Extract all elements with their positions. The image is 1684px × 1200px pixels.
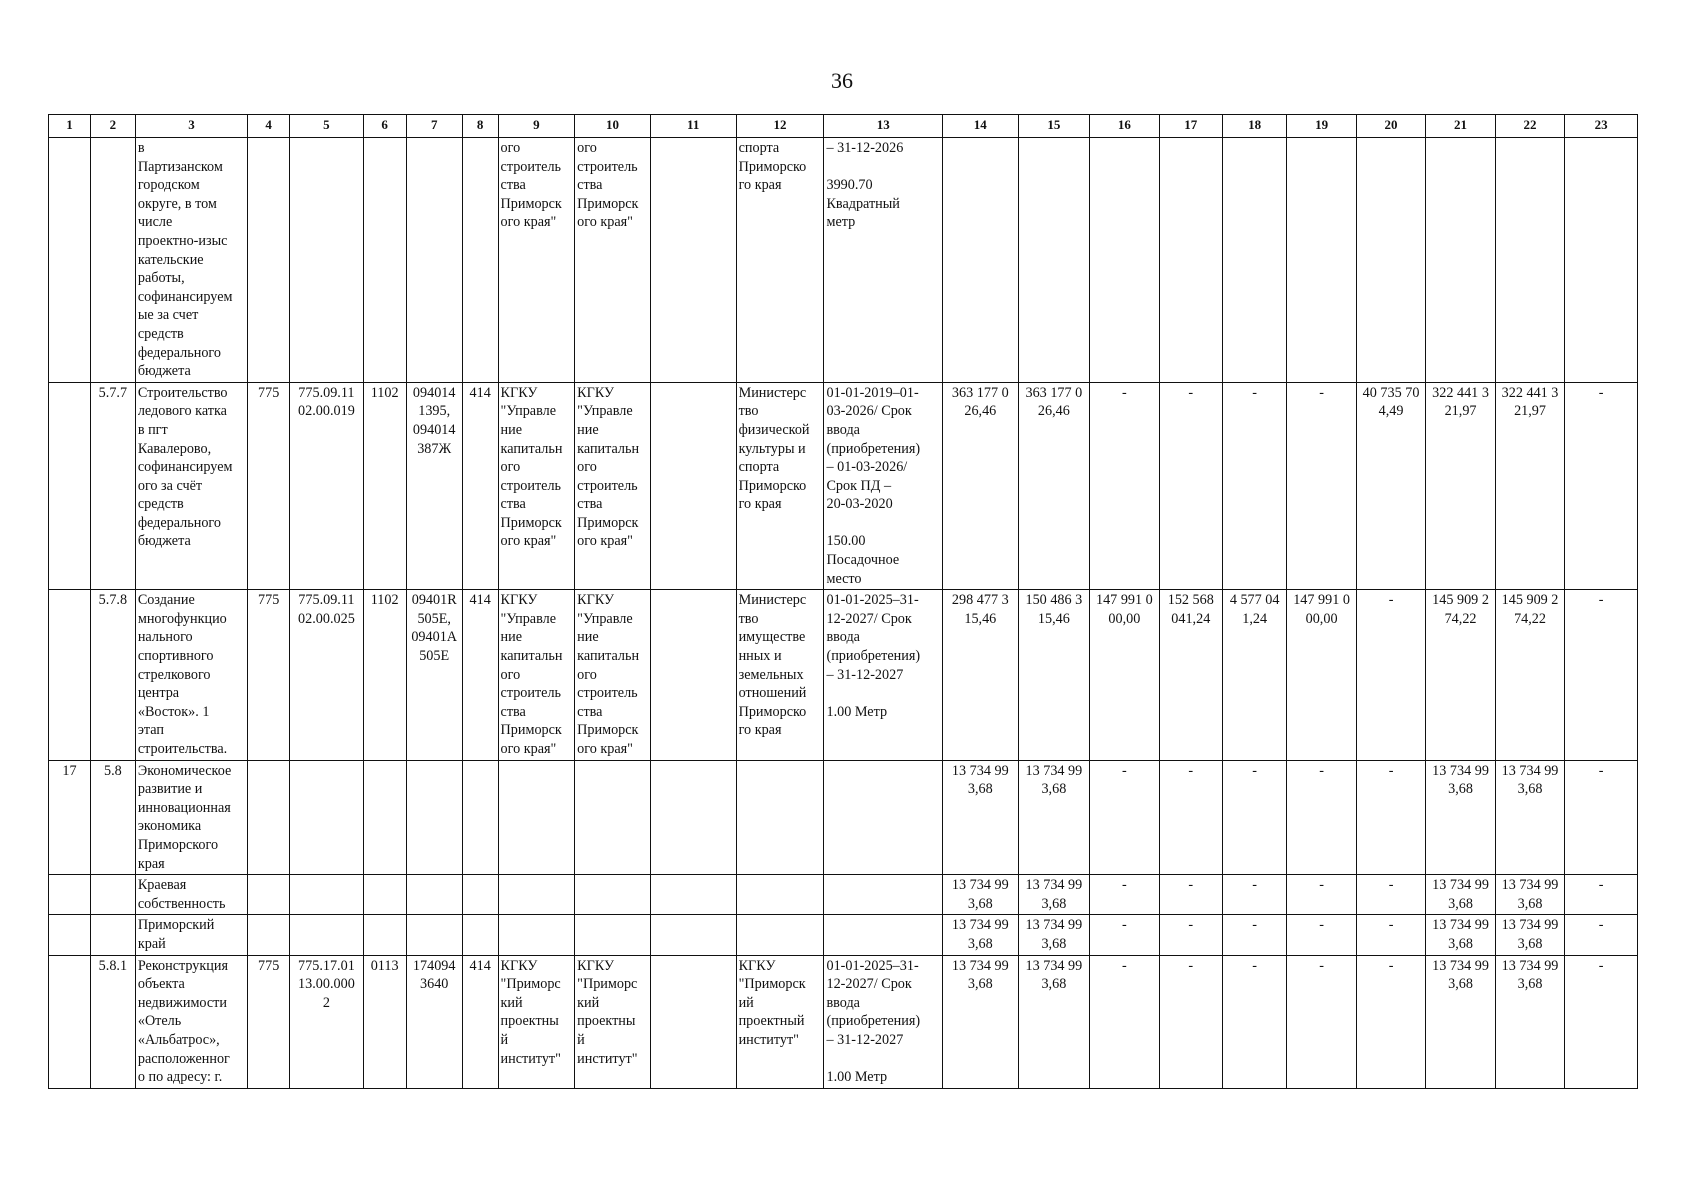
table-cell: 414 [462, 590, 498, 760]
table-cell: 414 [462, 382, 498, 590]
table-cell [290, 760, 364, 875]
table-cell: 13 734 99 3,68 [943, 875, 1019, 915]
table-cell [575, 915, 651, 955]
table-cell [90, 915, 135, 955]
table-cell: - [1356, 915, 1425, 955]
table-cell: - [1090, 955, 1159, 1088]
table-cell: - [1287, 760, 1356, 875]
table-cell: Строительство ледового катка в пгт Кавалерово, софинансируем ого за счёт средств федерального бюджета [135, 382, 247, 590]
table-cell [1356, 138, 1425, 383]
table-cell: - [1159, 915, 1222, 955]
table-cell: ого строитель ства Приморск ого края" [575, 138, 651, 383]
table-cell: - [1222, 955, 1286, 1088]
table-cell [363, 915, 406, 955]
table-cell [498, 760, 575, 875]
table-cell: 09401R 505E, 09401А 505E [406, 590, 462, 760]
table-cell [498, 915, 575, 955]
table-row [49, 138, 1638, 383]
table-cell: 17 [49, 760, 91, 875]
table-cell [736, 915, 824, 955]
table-cell: - [1090, 382, 1159, 590]
table-row [49, 760, 1638, 875]
table-cell: - [1159, 875, 1222, 915]
table-cell [90, 875, 135, 915]
header-cell: 15 [1018, 115, 1090, 138]
table-cell: 13 734 99 3,68 [1018, 955, 1090, 1088]
header-cell: 4 [248, 115, 290, 138]
table-cell [248, 760, 290, 875]
table-cell: Приморский край [135, 915, 247, 955]
table-cell [575, 760, 651, 875]
table-cell [943, 138, 1019, 383]
table-cell: КГКУ "Управле ние капитальн ого строитель ства Приморск ого края" [575, 590, 651, 760]
table-cell: – 31-12-2026 3990.70 Квадратный метр [824, 138, 943, 383]
table-cell: 150 486 3 15,46 [1018, 590, 1090, 760]
table-cell: 298 477 3 15,46 [943, 590, 1019, 760]
table-cell [90, 138, 135, 383]
table-cell: 775.09.11 02.00.025 [290, 590, 364, 760]
header-cell: 20 [1356, 115, 1425, 138]
table-cell: 775 [248, 590, 290, 760]
table-cell: КГКУ "Управле ние капитальн ого строитель ства Приморск ого края" [575, 382, 651, 590]
table-cell [363, 760, 406, 875]
table-cell [575, 875, 651, 915]
table-cell: 775 [248, 382, 290, 590]
table-cell: 13 734 99 3,68 [1495, 915, 1564, 955]
table-cell: 01-01-2025–31- 12-2027/ Срок ввода (приобретения) – 31-12-2027 1.00 Метр [824, 590, 943, 760]
header-cell: 14 [943, 115, 1019, 138]
table-cell [49, 915, 91, 955]
table-cell [824, 760, 943, 875]
table-cell [1426, 138, 1495, 383]
header-cell: 16 [1090, 115, 1159, 138]
table-cell: - [1090, 760, 1159, 875]
header-cell: 12 [736, 115, 824, 138]
table-cell: 363 177 0 26,46 [943, 382, 1019, 590]
table-cell: - [1356, 875, 1425, 915]
table-cell: 322 441 3 21,97 [1495, 382, 1564, 590]
table-cell: - [1287, 875, 1356, 915]
table-cell: 01-01-2025–31- 12-2027/ Срок ввода (приобретения) – 31-12-2027 1.00 Метр [824, 955, 943, 1088]
table-cell: Создание многофункцио нального спортивного стрелкового центра «Восток». 1 этап строительства. [135, 590, 247, 760]
table-cell [498, 875, 575, 915]
table-cell: 5.8.1 [90, 955, 135, 1088]
table-cell [363, 138, 406, 383]
table-cell: спорта Приморско го края [736, 138, 824, 383]
table-cell [49, 382, 91, 590]
table-cell: 5.8 [90, 760, 135, 875]
header-cell: 18 [1222, 115, 1286, 138]
table-cell [462, 875, 498, 915]
table-cell: 40 735 70 4,49 [1356, 382, 1425, 590]
table-cell [824, 875, 943, 915]
table-cell: 5.7.7 [90, 382, 135, 590]
table-cell: 13 734 99 3,68 [1495, 760, 1564, 875]
table-cell: ого строитель ства Приморск ого края" [498, 138, 575, 383]
table-cell: 147 991 0 00,00 [1287, 590, 1356, 760]
table-cell [1018, 138, 1090, 383]
table-cell [363, 875, 406, 915]
header-cell: 7 [406, 115, 462, 138]
table-cell: - [1090, 915, 1159, 955]
table-cell [248, 915, 290, 955]
table-cell [1222, 138, 1286, 383]
header-cell: 9 [498, 115, 575, 138]
table-cell: - [1565, 915, 1638, 955]
header-cell: 21 [1426, 115, 1495, 138]
table-row [49, 382, 1638, 590]
table-cell: - [1222, 915, 1286, 955]
table-row [49, 590, 1638, 760]
table-cell: 094014 1395, 094014 387Ж [406, 382, 462, 590]
header-cell: 8 [462, 115, 498, 138]
table-cell: 13 734 99 3,68 [1018, 875, 1090, 915]
table-cell [290, 915, 364, 955]
table-cell: - [1565, 955, 1638, 1088]
table-cell: 775 [248, 955, 290, 1088]
table-cell: 13 734 99 3,68 [1426, 760, 1495, 875]
header-cell: 13 [824, 115, 943, 138]
table-cell [650, 138, 736, 383]
table-cell [736, 875, 824, 915]
header-cell: 1 [49, 115, 91, 138]
table-cell: - [1159, 955, 1222, 1088]
table-cell: - [1090, 875, 1159, 915]
table-cell: КГКУ "Приморск ий проектный институт" [736, 955, 824, 1088]
table-cell [1159, 138, 1222, 383]
header-cell: 10 [575, 115, 651, 138]
header-cell: 22 [1495, 115, 1564, 138]
table-cell: 775.17.01 13.00.000 2 [290, 955, 364, 1088]
table-cell: КГКУ "Управле ние капитальн ого строитель ства Приморск ого края" [498, 382, 575, 590]
table-cell [650, 955, 736, 1088]
table-cell: - [1356, 590, 1425, 760]
table-cell: 1102 [363, 382, 406, 590]
table-cell: 414 [462, 955, 498, 1088]
table-cell: - [1565, 382, 1638, 590]
table-cell: 13 734 99 3,68 [1018, 760, 1090, 875]
table-cell: 13 734 99 3,68 [1018, 915, 1090, 955]
table-cell: 1102 [363, 590, 406, 760]
table-cell: 13 734 99 3,68 [943, 760, 1019, 875]
table-cell: - [1565, 590, 1638, 760]
table-cell [406, 138, 462, 383]
table-cell [1565, 138, 1638, 383]
table-cell: 13 734 99 3,68 [1426, 875, 1495, 915]
header-cell: 23 [1565, 115, 1638, 138]
table-cell [290, 138, 364, 383]
table-cell: 01-01-2019–01- 03-2026/ Срок ввода (приобретения) – 01-03-2026/ Срок ПД – 20-03-2020 150.00 Посадочное место [824, 382, 943, 590]
table-cell [650, 915, 736, 955]
table-cell: - [1222, 760, 1286, 875]
table-cell [290, 875, 364, 915]
table-cell [49, 138, 91, 383]
table-cell: 5.7.8 [90, 590, 135, 760]
table-cell: - [1565, 760, 1638, 875]
table-cell: 322 441 3 21,97 [1426, 382, 1495, 590]
table-cell [462, 138, 498, 383]
header-cell: 17 [1159, 115, 1222, 138]
table-cell [650, 760, 736, 875]
table-cell [1495, 138, 1564, 383]
table-cell: 13 734 99 3,68 [1426, 955, 1495, 1088]
table-cell [650, 875, 736, 915]
table-cell: 13 734 99 3,68 [1426, 915, 1495, 955]
table-cell: Министерс тво физической культуры и спорта Приморско го края [736, 382, 824, 590]
table-cell [406, 760, 462, 875]
table-cell: - [1565, 875, 1638, 915]
table-row [49, 915, 1638, 955]
table-cell: 145 909 2 74,22 [1495, 590, 1564, 760]
table-cell [462, 760, 498, 875]
table-cell: - [1159, 760, 1222, 875]
table-cell: - [1159, 382, 1222, 590]
header-cell: 3 [135, 115, 247, 138]
table-cell: 13 734 99 3,68 [943, 915, 1019, 955]
table-cell [650, 590, 736, 760]
table-cell: - [1356, 955, 1425, 1088]
table-cell [49, 955, 91, 1088]
header-row [49, 115, 1638, 138]
table-cell: - [1287, 915, 1356, 955]
table-cell: - [1287, 955, 1356, 1088]
table-cell: - [1222, 382, 1286, 590]
table-cell: 4 577 04 1,24 [1222, 590, 1286, 760]
table-row [49, 955, 1638, 1088]
header-cell: 11 [650, 115, 736, 138]
table-cell: в Партизанском городском округе, в том числе проектно-изыс кательские работы, софинансируем ые за счет средств федерального бюджета [135, 138, 247, 383]
table-cell: 145 909 2 74,22 [1426, 590, 1495, 760]
table-row [49, 875, 1638, 915]
table-cell [650, 382, 736, 590]
table-cell: 13 734 99 3,68 [1495, 955, 1564, 1088]
header-cell: 5 [290, 115, 364, 138]
table-cell: 147 991 0 00,00 [1090, 590, 1159, 760]
table-cell [736, 760, 824, 875]
table-cell: 174094 3640 [406, 955, 462, 1088]
header-cell: 2 [90, 115, 135, 138]
table-cell [824, 915, 943, 955]
table-cell: 13 734 99 3,68 [1495, 875, 1564, 915]
table-cell [406, 875, 462, 915]
table-cell: КГКУ "Управле ние капитальн ого строитель ства Приморск ого края" [498, 590, 575, 760]
header-cell: 6 [363, 115, 406, 138]
table-cell [49, 590, 91, 760]
table-cell: Министерс тво имуществе нных и земельных отношений Приморско го края [736, 590, 824, 760]
investment-table [48, 114, 1638, 1089]
table-cell: 152 568 041,24 [1159, 590, 1222, 760]
table-cell: КГКУ "Приморс кий проектны й институт" [575, 955, 651, 1088]
table-cell: - [1222, 875, 1286, 915]
table-cell: Краевая собственность [135, 875, 247, 915]
table-cell [1287, 138, 1356, 383]
table-cell [248, 875, 290, 915]
table-cell [406, 915, 462, 955]
table-cell: КГКУ "Приморс кий проектны й институт" [498, 955, 575, 1088]
table-cell: 0113 [363, 955, 406, 1088]
table-cell [49, 875, 91, 915]
table-cell: Экономическое развитие и инновационная экономика Приморского края [135, 760, 247, 875]
page-number: 36 [831, 68, 853, 93]
table-cell: - [1356, 760, 1425, 875]
table-cell [1090, 138, 1159, 383]
table-cell: Реконструкция объекта недвижимости «Отель «Альбатрос», расположенног о по адресу: г. [135, 955, 247, 1088]
header-cell: 19 [1287, 115, 1356, 138]
table-cell [248, 138, 290, 383]
table-cell: 13 734 99 3,68 [943, 955, 1019, 1088]
table-cell: 363 177 0 26,46 [1018, 382, 1090, 590]
table-cell [462, 915, 498, 955]
table-cell: 775.09.11 02.00.019 [290, 382, 364, 590]
table-cell: - [1287, 382, 1356, 590]
